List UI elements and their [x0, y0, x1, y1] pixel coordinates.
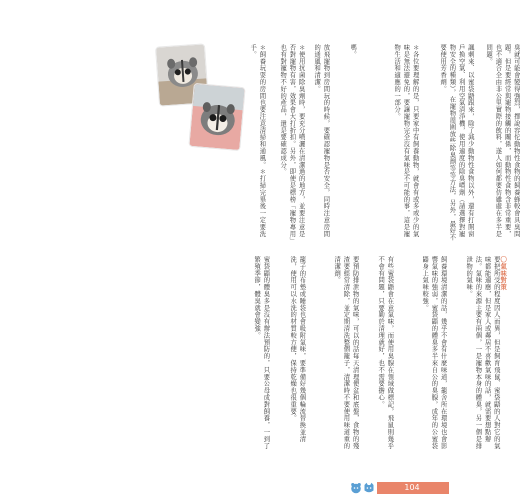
text-column-5: 要把所受的程度因人而異，但是飼育飛鼠、蜜袋鼯的人對它的氣味都能適應，但是家人或鄰居不喜歡氣味的話，就需要想點辦法。氣味的來源主要有兩個，一是寵物本身的體臭，另一個是排泄物的氣味。: [465, 256, 500, 450]
text-column-12: ＊使用抗菌除臭劑時，要充分噴灑在清潔過的地方，並要注意是否對寵物有害，效果會大打折扣。另外，即使是標榜「寵物專用」也有對寵物不好的產品，還是要確認成分。: [279, 44, 305, 241]
text-column-1: 臭就可能會變得強烈，擇說容佗動物性食物的飼養蜂較會具臭問題。但是要經常與寵物接觸的關係，而動物性食物含非常重要，也不適合全由非公里實際的飲料，遂人如何都要仿雖處在多半是問題。: [485, 44, 520, 238]
text-column-2: 諷刺來、以蜜袋鼯跟來，除了減少動物性食物以外，還有打開窗戶換空氣、利用空氣清淨機，使用適度的除臭噴劑（請選擇對寵物安全的種類），在寵物周圍放些除臭劑等等方法，另外，最好不要使用芳香劑。: [439, 44, 474, 241]
text-column-6: 飼養環境清潔的話，幾乎不會有什麼味道，籠舍所在環境也會影響氣味的強弱，蜜袋鼯的體臭多半來自公的臭腺，成年的公蜜袋鼯身上氣味較強。: [421, 256, 447, 450]
text-column-14: 嗎。: [349, 44, 357, 58]
text-column-11: 放飛寵物到房間玩的時候，要確認寵物是否安全，同時注意房間的通風和清潔。: [313, 44, 330, 238]
sugar-glider-icon: [350, 482, 362, 494]
text-column-8: 要預防排泄物的氣味，可以的話每天清理便盆和底盤，食物的殘渣要經常清除，並定期清洗整個籠子，清潔時不要使用味道重的清潔劑。: [333, 256, 359, 450]
cat-icon: [363, 482, 375, 494]
book-page: [8, 8, 520, 492]
sugar-glider-photo-2: [189, 84, 244, 150]
text-column-7: 有些蜜袋鼯會在意氣味，而使用臭腺在領域做標記，飛鼠則幾乎不會有問題，只要勤於清理就好，也不需要擔心。: [377, 256, 394, 450]
text-column-3: ＊各位要理解的是，只要家中有飼養動物，就會有或多或少的氣味是無法避免的，要讓寵物完全沒有氣味是不可能的事，這是寵物生活和適應的一部分。: [393, 44, 419, 238]
text-column-13: ＊飼養玩耍的房間也要注意清掃和通風。＊打掃完畢後一定要洗手。: [249, 44, 266, 238]
section-heading-odor: 〇氣味對策: [499, 256, 507, 291]
text-column-9: 籠子的布墊或睡袋也會吸附氣味，要準備好幾個輪流替換並清洗，使用可以水洗的材質較方便，保持乾燥也很重要。: [289, 256, 306, 443]
text-column-10: 蜜袋鼯的體臭多是沒有辦法預防的，只要公母成對飼養，一到了繁殖季節，體臭就會變強。: [253, 256, 270, 450]
page-number: 104: [404, 483, 420, 492]
photo-group: [158, 46, 242, 156]
